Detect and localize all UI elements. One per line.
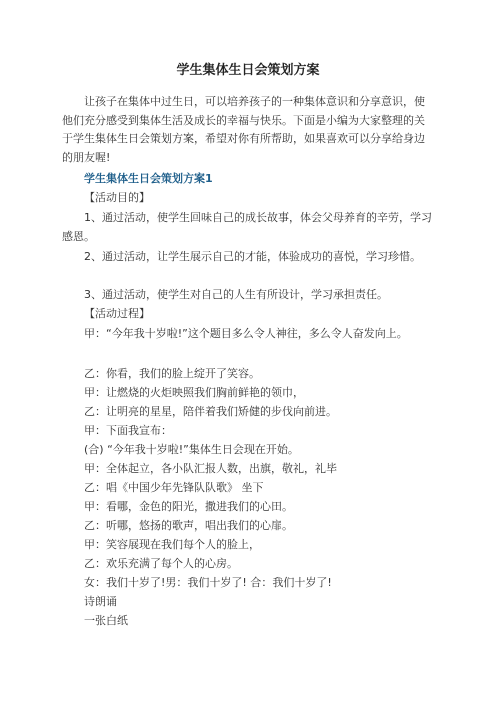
process-item-1: 甲：“今年我十岁啦!”这个题目多么令人神往，多么令人奋发向上。 — [84, 327, 408, 340]
document-title: 学生集体生日会策划方案 — [176, 63, 320, 78]
script-line: 甲：看哪，金色的阳光，撒进我们的心田。 — [84, 500, 293, 513]
purpose-item-1: 1、通过活动，使学生回味自己的成长故事，体会父母养育的辛劳，学习感恩。 — [62, 211, 432, 243]
purpose-item-2: 2、通过活动，让学生展示自己的才能，体验成功的喜悦，学习珍惜。 — [84, 250, 421, 263]
script-line: 一张白纸 — [84, 614, 128, 627]
script-line: 乙：欢乐充满了每个人的心房。 — [84, 557, 238, 570]
script-line: 甲：让燃烧的火炬映照我们胸前鲜艳的领巾， — [84, 386, 304, 399]
purpose-label: 【活动目的】 — [84, 191, 150, 204]
script-line: 甲：下面我宣布： — [84, 424, 172, 437]
script-line: 甲：笑容展现在我们每个人的脸上， — [84, 538, 260, 551]
script-line: 诗朗诵 — [84, 595, 117, 608]
section-heading: 学生集体生日会策划方案1 — [84, 172, 213, 185]
process-label: 【活动过程】 — [84, 307, 150, 320]
purpose-item-3: 3、通过活动，使学生对自己的人生有所设计，学习承担责任。 — [84, 288, 388, 301]
script-line: 乙：你看，我们的脸上绽开了笑容。 — [84, 367, 260, 380]
intro-paragraph: 让孩子在集体中过生日，可以培养孩子的一种集体意识和分享意识，使他们充分感受到集体生活及成长的幸福与快乐。下面是小编为大家整理的关于学生集体生日会策划方案，希望对你有所帮助，如果喜欢可以分享给身边的朋友喔! — [62, 95, 425, 164]
script-line: 乙：唱《中国少年先锋队队歌》 坐下 — [84, 481, 264, 494]
script-line: 甲：全体起立，各小队汇报人数，出旗，敬礼，礼毕 — [84, 462, 337, 475]
script-line: (合) “今年我十岁啦!”集体生日会现在开始。 — [84, 443, 299, 456]
script-line: 女：我们十岁了!男：我们十岁了! 合：我们十岁了! — [84, 576, 332, 589]
script-line: 乙：让明亮的星星，陪伴着我们矫健的步伐向前进。 — [84, 405, 337, 418]
script-line: 乙：听哪，悠扬的歌声，唱出我们的心扉。 — [84, 519, 293, 532]
